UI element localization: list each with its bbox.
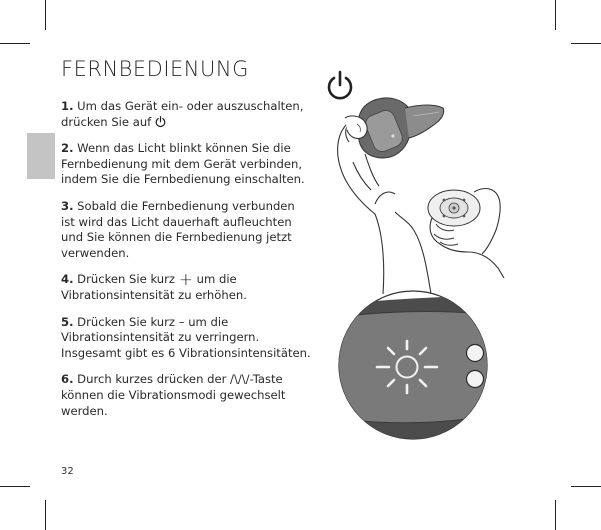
step-text: Drücken Sie kurz [77, 314, 176, 329]
step-text: Wenn das Licht blinkt können Sie die Fernbedienung mit dem Gerät verbinden, indem Sie die Fernbedienung einschalten. [61, 141, 305, 187]
step-2 [61, 141, 311, 188]
step-text: Durch kurzes drücken der [77, 372, 227, 387]
crop-mark [555, 0, 556, 30]
step-text: um die Vibrationsintensität zu erhöhen. [61, 272, 247, 302]
step-text: Um das Gerät ein- oder auszuschalten, drücken Sie auf [61, 99, 304, 129]
page-number: 32 [61, 466, 74, 477]
crop-mark [555, 500, 556, 530]
crop-mark [0, 43, 30, 44]
step-number: 5. [61, 314, 74, 329]
wave-symbol: /\/\/ [230, 372, 250, 387]
crop-mark [45, 500, 46, 530]
crop-mark [571, 486, 601, 487]
hand-holding-remote-illustration [418, 178, 514, 278]
page-title: FERNBEDIENUNG [61, 57, 249, 81]
step-1 [61, 99, 311, 130]
crop-mark [0, 486, 30, 487]
step-text: Drücken Sie kurz [77, 272, 176, 287]
step-6 [61, 372, 311, 419]
step-text: Sobald die Fernbedienung verbunden ist wird das Licht dauerhaft aufleuchten und Sie können die Fernbedienung jetzt verwenden. [61, 198, 295, 260]
step-number: 1. [61, 99, 74, 113]
device-closeup-illustration [333, 285, 493, 445]
step-5 [61, 315, 311, 362]
step-4 [61, 272, 311, 303]
crop-mark [571, 43, 601, 44]
instruction-list [61, 99, 311, 430]
step-text: -Taste können die Vibrationsmodi gewechselt werden. [61, 372, 286, 418]
minus-symbol: – [178, 314, 185, 329]
plus-symbol: + [178, 270, 193, 291]
step-3 [61, 199, 311, 261]
step-number: 3. [61, 198, 74, 213]
step-number: 4. [61, 272, 74, 287]
power-icon [155, 116, 166, 128]
step-number: 6. [61, 372, 74, 387]
step-text: um die Vibrationsintensität zu verringern. Insgesamt gibt es 6 Vibrationsintensitäten. [61, 314, 311, 360]
step-number: 2. [61, 141, 74, 156]
crop-mark [45, 0, 46, 30]
chapter-tab [27, 133, 55, 179]
